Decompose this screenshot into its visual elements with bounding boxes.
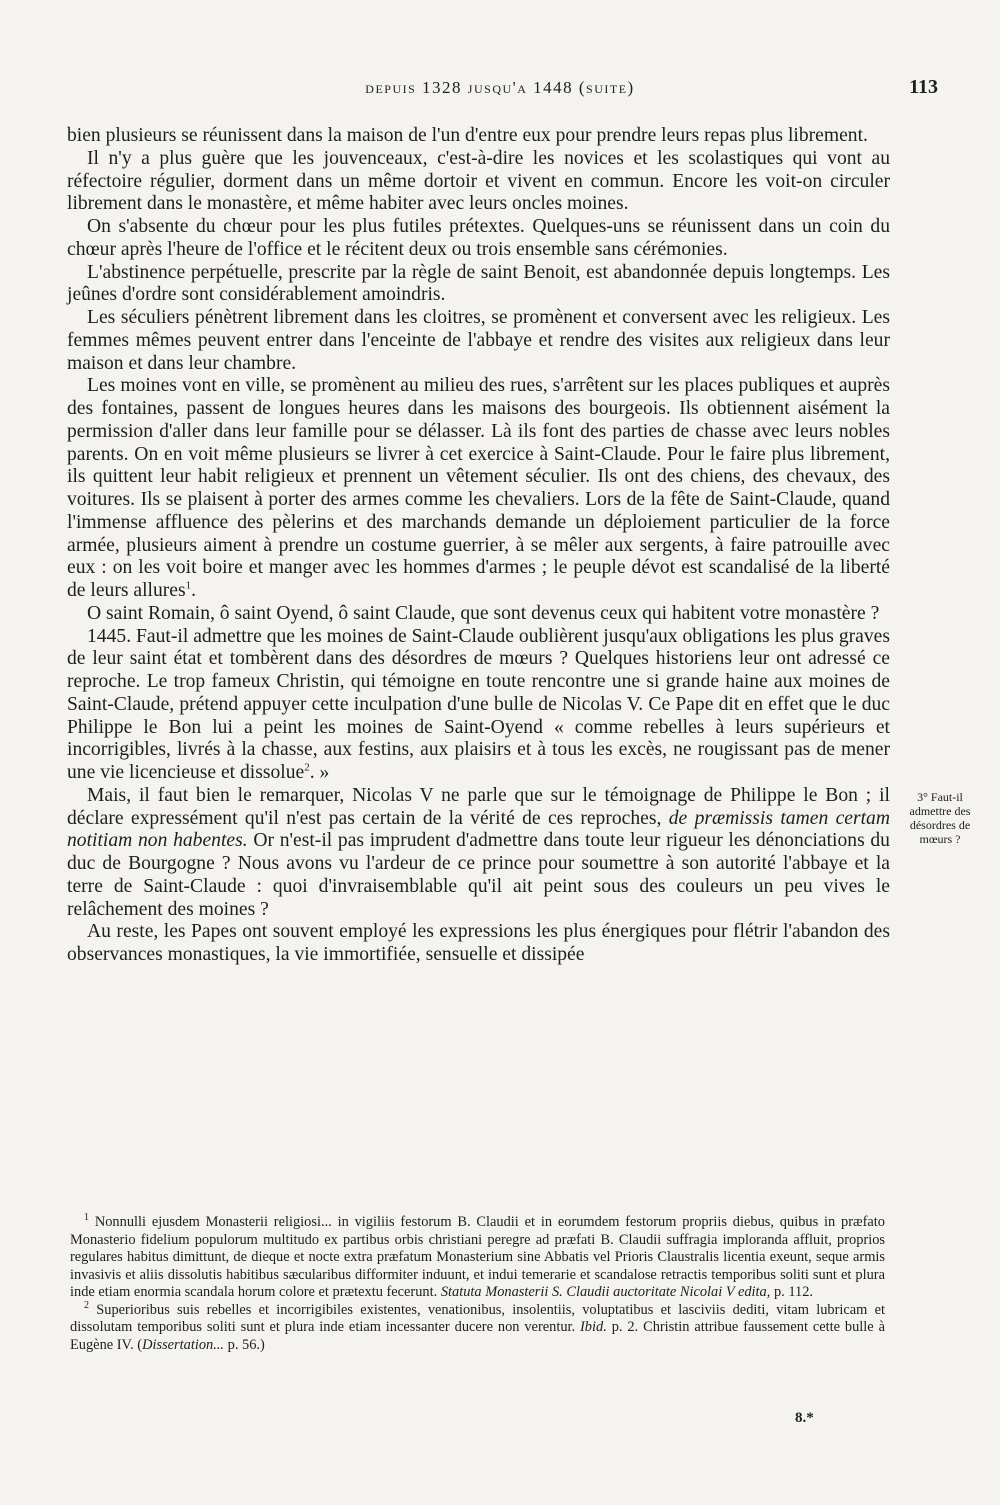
paragraph — [67, 626, 890, 785]
footnote — [70, 1299, 885, 1355]
marginal-line: mœurs ? — [919, 832, 961, 846]
marginal-line: désordres de — [909, 818, 971, 832]
running-head: depuis 1328 jusqu'a 1448 (suite) — [365, 78, 635, 97]
paragraph: O saint Romain, ô saint Oyend, ô saint Claude, que sont devenus ceux qui habitent votre monastère ? — [87, 602, 880, 624]
footnote-mark: 1 — [84, 1212, 89, 1224]
footnote-ref: 2 — [304, 761, 310, 774]
footnote-ref: 1 — [185, 579, 192, 592]
footnote-text: Superioribus suis rebelles et incorrigibiles existentes, venationibus, insolentiis, voluptatibus et lasciviis dediti, vitam lubricam et dissolutam temporibus soliti sunt et plura inde etiam incessanter ducere non verentur. — [70, 1301, 885, 1335]
paragraph-text: . » — [309, 762, 330, 783]
footnote-source: Ibid. — [580, 1319, 607, 1335]
footnote-source: Statuta Monasterii S. Claudii auctoritate Nicolai V edita, — [440, 1284, 771, 1300]
paragraph: Au reste, les Papes ont souvent employé les expressions les plus énergiques pour flétrir l'abandon des observances monastiques, la vie immortifiée, sensuelle et dissipée — [67, 921, 890, 965]
paragraph-text: Or n'est-il pas imprudent d'admettre dans toute leur rigueur les dénonciations du duc de Bourgogne ? Nous avons vu l'ardeur de ce prince pour soumettre à son autorité l'abbaye et la terre de Saint-Claude : quoi d'invraisemblable qu'il ait peint sous des couleurs un peu vives le relâchement des moines ? — [67, 830, 890, 920]
footnote — [70, 1214, 885, 1302]
footnotes — [70, 1214, 885, 1354]
footnote-mark: 2 — [84, 1299, 89, 1311]
main-text — [67, 125, 890, 967]
latin-quote: de præmissis tamen certam notitiam non habentes. — [67, 807, 890, 852]
paragraph: On s'absente du chœur pour les plus futiles prétextes. Quelques-uns se réunissent dans un coin du chœur après l'heure de l'office et le récitent deux ou trois ensemble sans cérémonies. — [67, 216, 890, 260]
footnote-text: p. 112. — [773, 1284, 813, 1300]
marginal-line: 3° Faut-il — [917, 790, 963, 804]
marginal-note — [897, 790, 983, 846]
footnote-text: p. 56.) — [227, 1336, 265, 1353]
paragraph: Les séculiers pénètrent librement dans les cloitres, se promènent et conversent avec les religieux. Les femmes mêmes peuvent entrer dans l'enceinte de l'abbaye et rendre des visites aux religieux dans leur maison et dans leur chambre. — [67, 307, 890, 374]
page-number: 113 — [909, 76, 938, 98]
paragraph-text: Mais, il faut bien le remarquer, Nicolas V ne parle que sur le témoignage de Philippe le Bon ; il déclare expressément qu'il n'est pas certain de la vérité de ces reproches, — [67, 784, 890, 829]
marginal-line: admettre des — [909, 804, 971, 818]
paragraph-text: 1445. Faut-il admettre que les moines de Saint-Claude oublièrent jusqu'aux obligations les plus graves de leur saint état et tombèrent dans des désordres de mœurs ? Quelques historiens leur ont adressé ce reproche. Le trop fameux Christin, qui témoigne en toute rencontre une si grande haine aux moines de Saint-Claude, prétend appuyer cette inculpation d'une bulle de Nicolas V. Ce Pape dit en effet que le duc Philippe le Bon lui a peint les moines de Saint-Oyend « comme rebelles à leurs supérieurs et incorrigibles, livrés à la chasse, aux festins, aux plaisirs et à tous les excès, ne rougissant pas de mener une vie licencieuse et dissolue — [67, 625, 890, 783]
paragraph-text: Les moines vont en ville, se promènent au milieu des rues, s'arrêtent sur les places publiques et auprès des fontaines, passent de longues heures dans les maisons des bourgeois. Ils obtiennent aisément la permission d'aller dans leur famille pour se délasser. Là ils font des parties de chasse avec leurs nobles parents. On en voit même plusieurs se livrer à cet exercice à Saint-Claude. Pour le faire plus librement, ils quittent leur habit religieux et prennent un vêtement séculier. Ils ont des chiens, des chevaux, des voitures. Ils se plaisent à porter des armes comme les chevaliers. Lors de la fête de Saint-Claude, quand l'immense affluence des pèlerins et des marchands demande un déploiement particulier de la force armée, plusieurs aiment à prendre un costume guerrier, à se mêler aux sergents, à faire patrouille avec eux : on les voit boire et manger avec les hommes d'armes ; le peuple dévot est scandalisé de la liberté de leurs allures — [67, 375, 890, 601]
paragraph — [67, 785, 890, 922]
paragraph: Les moines vont en ville, se promènent au milieu des rues, s'arrêtent sur les places publiques et auprès des fontaines, passent de longues heures dans les maisons des bourgeois. Ils obtiennent aisément la permission d'aller dans leur famille pour se délasser. Là ils font des parties de chasse avec leurs nobles parents. On en voit même plusieurs se livrer à cet exercice à Saint-Claude. Pour le faire plus librement, ils quittent leur habit religieux et prennent un vêtement séculier. Ils ont des chiens, des chevaux, des voitures. Ils se plaisent à porter des armes comme les chevaliers. Lors de la fête de Saint-Claude, quand l'immense affluence des pèlerins et des marchands demande un déploiement particulier de la force armée, plusieurs aiment à prendre un costume guerrier, à se mêler aux sergents, à faire patrouille avec eux : on les voit boire et manger avec les hommes d'armes ; le peuple dévot est scandalisé de la liberté de leurs allures$^1$. — [67, 375, 890, 601]
signature-mark: 8.* — [795, 1410, 814, 1426]
footnote-text: p. 2. Christin attribue faussement cette bulle à Eugène IV. ( — [70, 1319, 885, 1353]
paragraph: Il n'y a plus guère que les jouvenceaux, c'est-à-dire les novices et les scolastiques qui vont au réfectoire régulier, dorment dans un même dortoir et vivent en commun. Encore les voit-on circuler librement dans le monastère, et même habiter avec leurs oncles moines. — [67, 147, 890, 215]
paragraph: L'abstinence perpétuelle, prescrite par la règle de saint Benoit, est abandonnée depuis longtemps. Les jeûnes d'ordre sont considérablement amoindris. — [67, 261, 890, 306]
page-header — [60, 76, 940, 102]
footnote-text: Nonnulli ejusdem Monasterii religiosi... in vigiliis festorum B. Claudii et in eorumdem festorum propriis diebus, quibus in præfato Monasterio fidelium populorum multitudo ex partibus orbis christiani peregre ad præfati B. Claudii suffragia imploranda affluit, proprios regulares habitus dimittunt, de dieque et nocte extra præfatum Monasterium sine Abbatis vel Prioris Claustralis licentia exeunt, seque armis invasivis et aliis dissolutis habitibus sæcularibus difformiter induunt, et indui temerarie et scandalose retractis temporibus soliti sunt et plura inde etiam enormia scandala horum colore et prætextu fecerunt. — [70, 1214, 885, 1300]
paragraph: bien plusieurs se réunissent dans la maison de l'un d'entre eux pour prendre leurs repas plus librement. — [67, 125, 868, 146]
footnote-source: Dissertation... — [142, 1336, 225, 1353]
